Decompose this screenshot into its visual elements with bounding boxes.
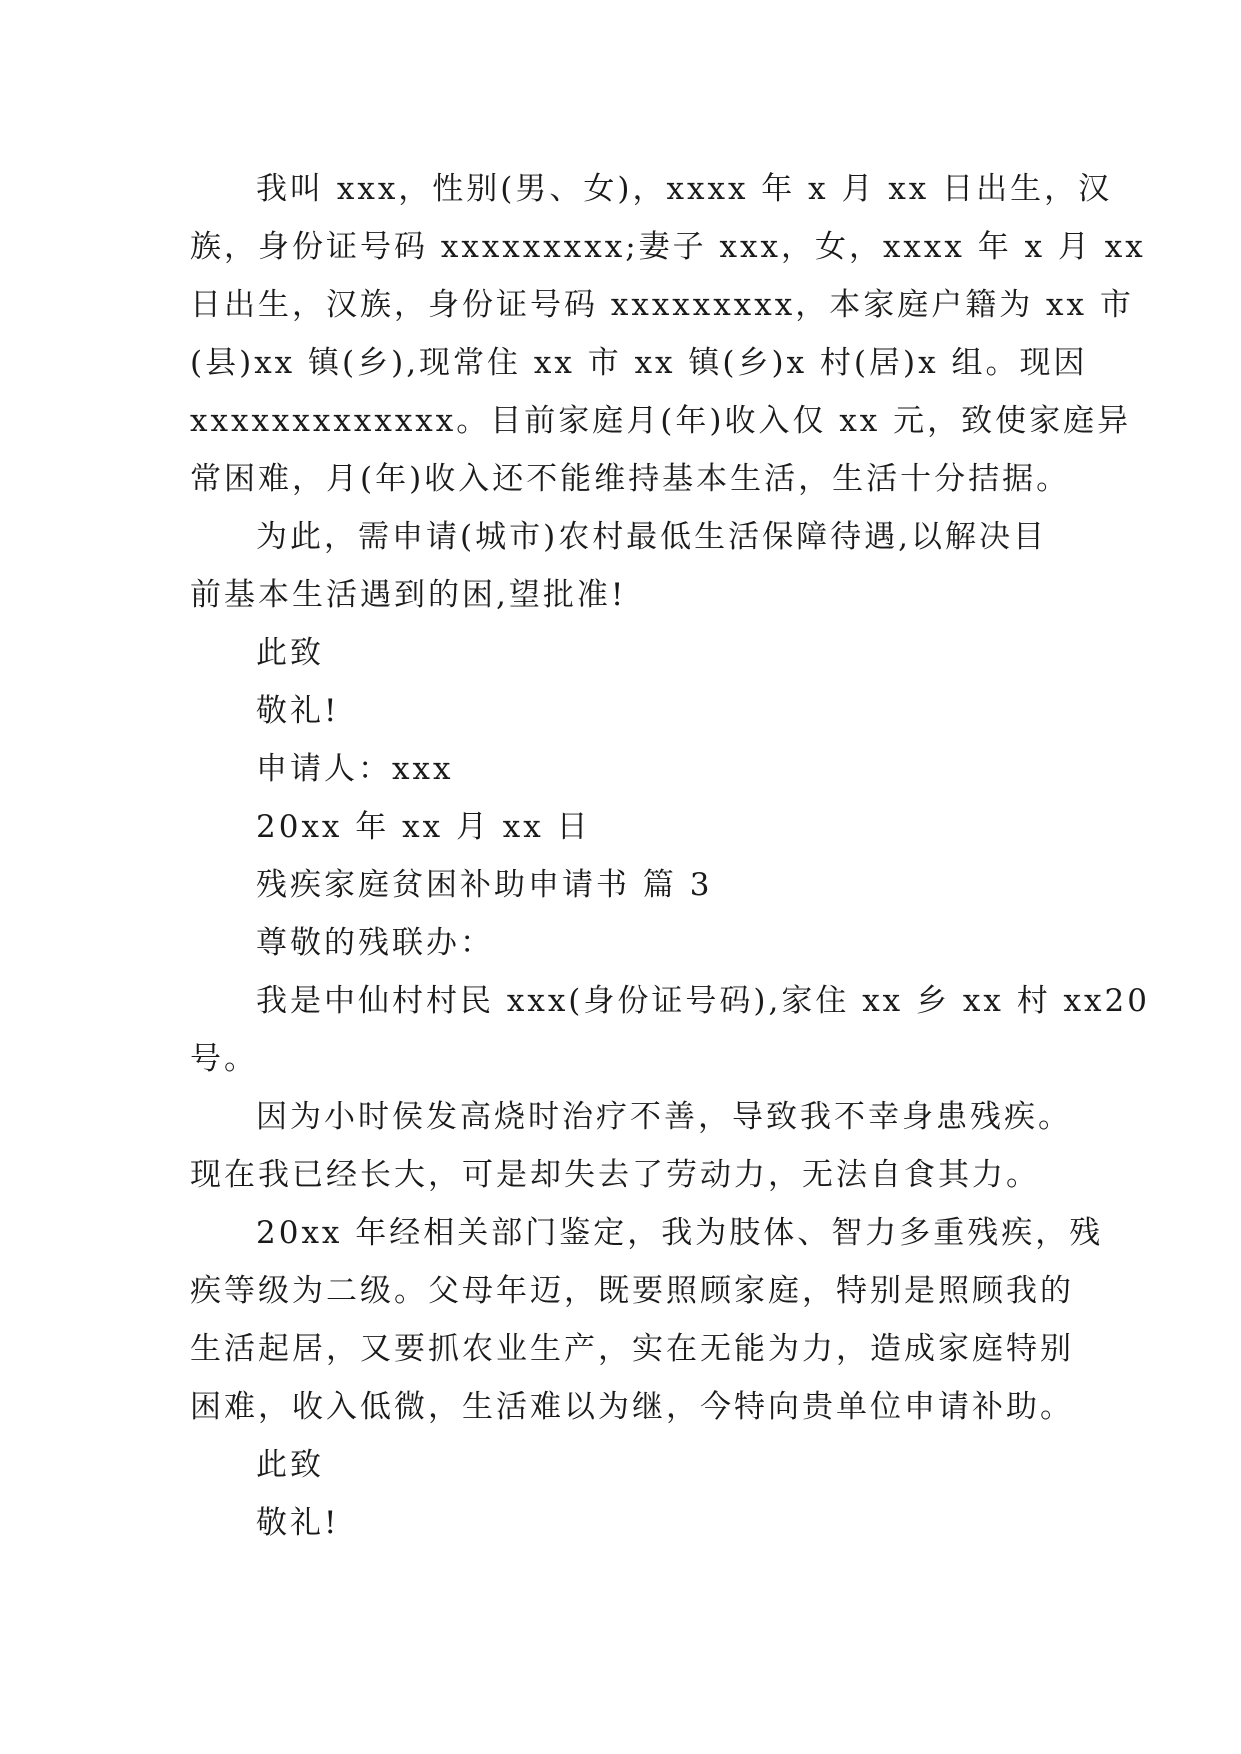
closing-regards: 敬礼! — [256, 1505, 340, 1541]
paragraph-line: 号。 — [190, 1041, 258, 1077]
addressee-line: 尊敬的残联办： — [256, 925, 494, 961]
closing-salutation: 此致 — [256, 1447, 324, 1483]
paragraph-line: 我叫 xxx，性别(男、女)，xxxx 年 x 月 xx 日出生，汉 — [256, 171, 1113, 207]
paragraph-line: (县)xx 镇(乡),现常住 xx 市 xx 镇(乡)x 村(居)x 组。现因 — [190, 345, 1088, 381]
paragraph-line: 现在我已经长大，可是却失去了劳动力，无法自食其力。 — [190, 1157, 1040, 1193]
paragraph-line: 困难，收入低微，生活难以为继，今特向贵单位申请补助。 — [190, 1389, 1074, 1425]
paragraph-line: 常困难，月(年)收入还不能维持基本生活，生活十分拮据。 — [190, 461, 1071, 497]
applicant-signature: 申请人：xxx — [256, 751, 454, 787]
closing-regards: 敬礼! — [256, 693, 340, 729]
paragraph-line: 生活起居，又要抓农业生产，实在无能为力，造成家庭特别 — [190, 1331, 1074, 1367]
paragraph-line: 前基本生活遇到的困,望批准! — [190, 577, 627, 613]
paragraph-line: 20xx 年经相关部门鉴定，我为肢体、智力多重残疾，残 — [256, 1215, 1104, 1251]
closing-salutation: 此致 — [256, 635, 324, 671]
paragraph-line: xxxxxxxxxxxxx。目前家庭月(年)收入仅 xx 元，致使家庭异 — [190, 403, 1132, 439]
paragraph-line: 因为小时侯发高烧时治疗不善，导致我不幸身患残疾。 — [256, 1099, 1072, 1135]
section-title: 残疾家庭贫困补助申请书 篇 3 — [256, 867, 713, 903]
paragraph-line: 疾等级为二级。父母年迈，既要照顾家庭，特别是照顾我的 — [190, 1273, 1074, 1309]
paragraph-line: 族，身份证号码 xxxxxxxxx;妻子 xxx，女，xxxx 年 x 月 xx — [190, 229, 1146, 265]
date-line: 20xx 年 xx 月 xx 日 — [256, 809, 591, 845]
document-body — [190, 160, 1150, 1552]
paragraph-line: 日出生，汉族，身份证号码 xxxxxxxxx，本家庭户籍为 xx 市 — [190, 287, 1134, 323]
paragraph-line: 我是中仙村村民 xxx(身份证号码),家住 xx 乡 xx 村 xx20 — [256, 983, 1150, 1019]
paragraph-line: 为此，需申请(城市)农村最低生活保障待遇,以解决目 — [256, 519, 1048, 555]
